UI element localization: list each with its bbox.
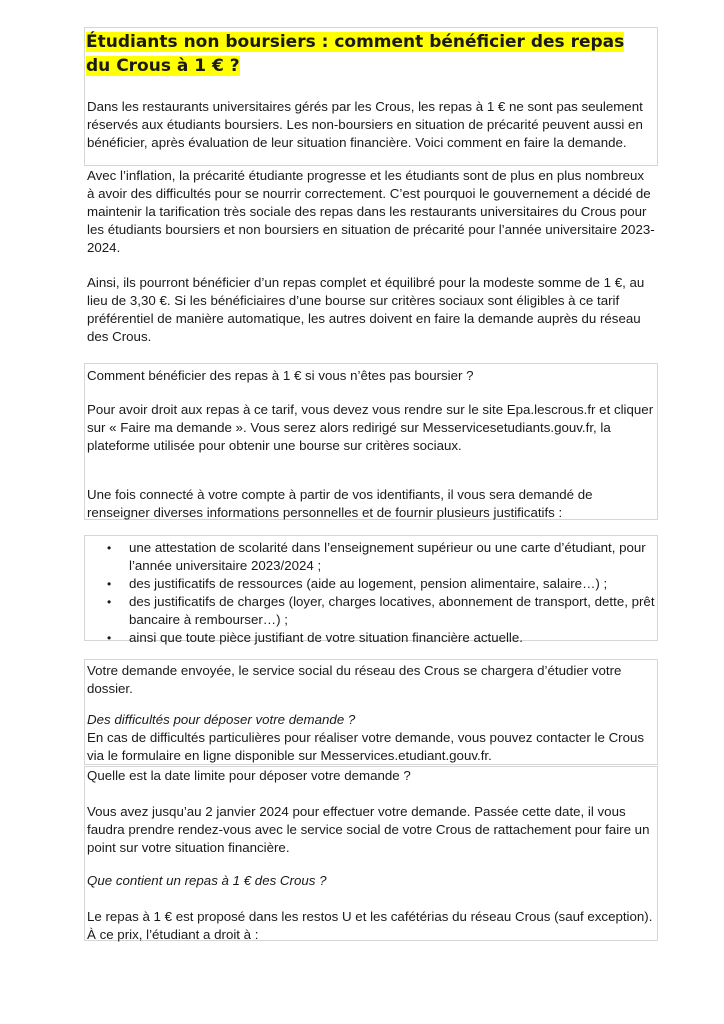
section2-paragraph-contact: En cas de difficultés particulières pour réaliser votre demande, vous pouvez contacter le Crous via le formulaire en ligne disponible sur Messervices.etudiant.gouv.fr.: [87, 730, 645, 763]
section1-paragraph-documents: Une fois connecté à votre compte à partir de vos identifiants, il vous sera demandé de renseigner diverses informations personnelles et de fournir plusieurs justificatifs :: [87, 487, 593, 520]
paragraph-price: Ainsi, ils pourront bénéficier d’un repas complet et équilibré pour la modeste somme de 1 €, au lieu de 3,30 €. Si les bénéficiaires d’une bourse sur critères sociaux sont éligibles à ce tarif préférentiel de manière automatique, les autres doivent en faire la demande auprès du réseau des Crous.: [87, 275, 645, 344]
intro-paragraph: Dans les restaurants universitaires gérés par les Crous, les repas à 1 € ne sont pas seulement réservés aux étudiants boursiers. Les non-boursiers en situation de précarité peuvent aussi en bénéficier, après évaluation de leur situation financière. Voici comment en faire la demande.: [87, 99, 643, 150]
section3-paragraph-meal: Le repas à 1 € est proposé dans les restos U et les cafétérias du réseau Crous (sauf exception). À ce prix, l’étudiant a droit à :: [87, 909, 653, 942]
documents-list: [87, 539, 655, 647]
paragraph-inflation: Avec l’inflation, la précarité étudiante progresse et les étudiants sont de plus en plus nombreux à avoir des difficultés pour se nourrir correctement. C’est pourquoi le gouvernement a décidé de maintenir la tarification très sociale des repas dans les restaurants universitaires du Crous pour les étudiants boursiers et non boursiers en situation de précarité pour l’année universitaire 2023-2024.: [87, 168, 655, 255]
section1-heading: Comment bénéficier des repas à 1 € si vous n’êtes pas boursier ?: [87, 368, 474, 383]
section2-subheading: Des difficultés pour déposer votre demande ?: [87, 712, 356, 727]
section2-paragraph-review: Votre demande envoyée, le service social du réseau des Crous se chargera d’étudier votre dossier.: [87, 663, 622, 696]
list-item: • ainsi que toute pièce justifiant de votre situation financière actuelle.: [87, 629, 655, 647]
list-item: • des justificatifs de ressources (aide au logement, pension alimentaire, salaire…) ;: [87, 575, 655, 593]
section3-subheading: Que contient un repas à 1 € des Crous ?: [87, 873, 327, 888]
section3-paragraph-deadline: Vous avez jusqu’au 2 janvier 2024 pour effectuer votre demande. Passée cette date, il vous faudra prendre rendez-vous avec le service social de votre Crous de rattachement pour faire un point sur votre situation financière.: [87, 804, 650, 855]
section3-heading: Quelle est la date limite pour déposer votre demande ?: [87, 768, 411, 783]
page-title: Étudiants non boursiers : comment bénéficier des repas du Crous à 1 € ?: [86, 32, 625, 76]
list-item: • des justificatifs de charges (loyer, charges locatives, abonnement de transport, dette, prêt bancaire à rembourser…) ;: [87, 593, 655, 629]
section1-paragraph-site: Pour avoir droit aux repas à ce tarif, vous devez vous rendre sur le site Epa.lescrous.fr et cliquer sur « Faire ma demande ». Vous serez alors redirigé sur Messervicesetudiants.gouv.fr, la plateforme utilisée pour obtenir une bourse sur critères sociaux.: [87, 402, 654, 453]
list-item: • une attestation de scolarité dans l’enseignement supérieur ou une carte d’étudiant, pour l’année universitaire 2023/2024 ;: [87, 539, 655, 575]
